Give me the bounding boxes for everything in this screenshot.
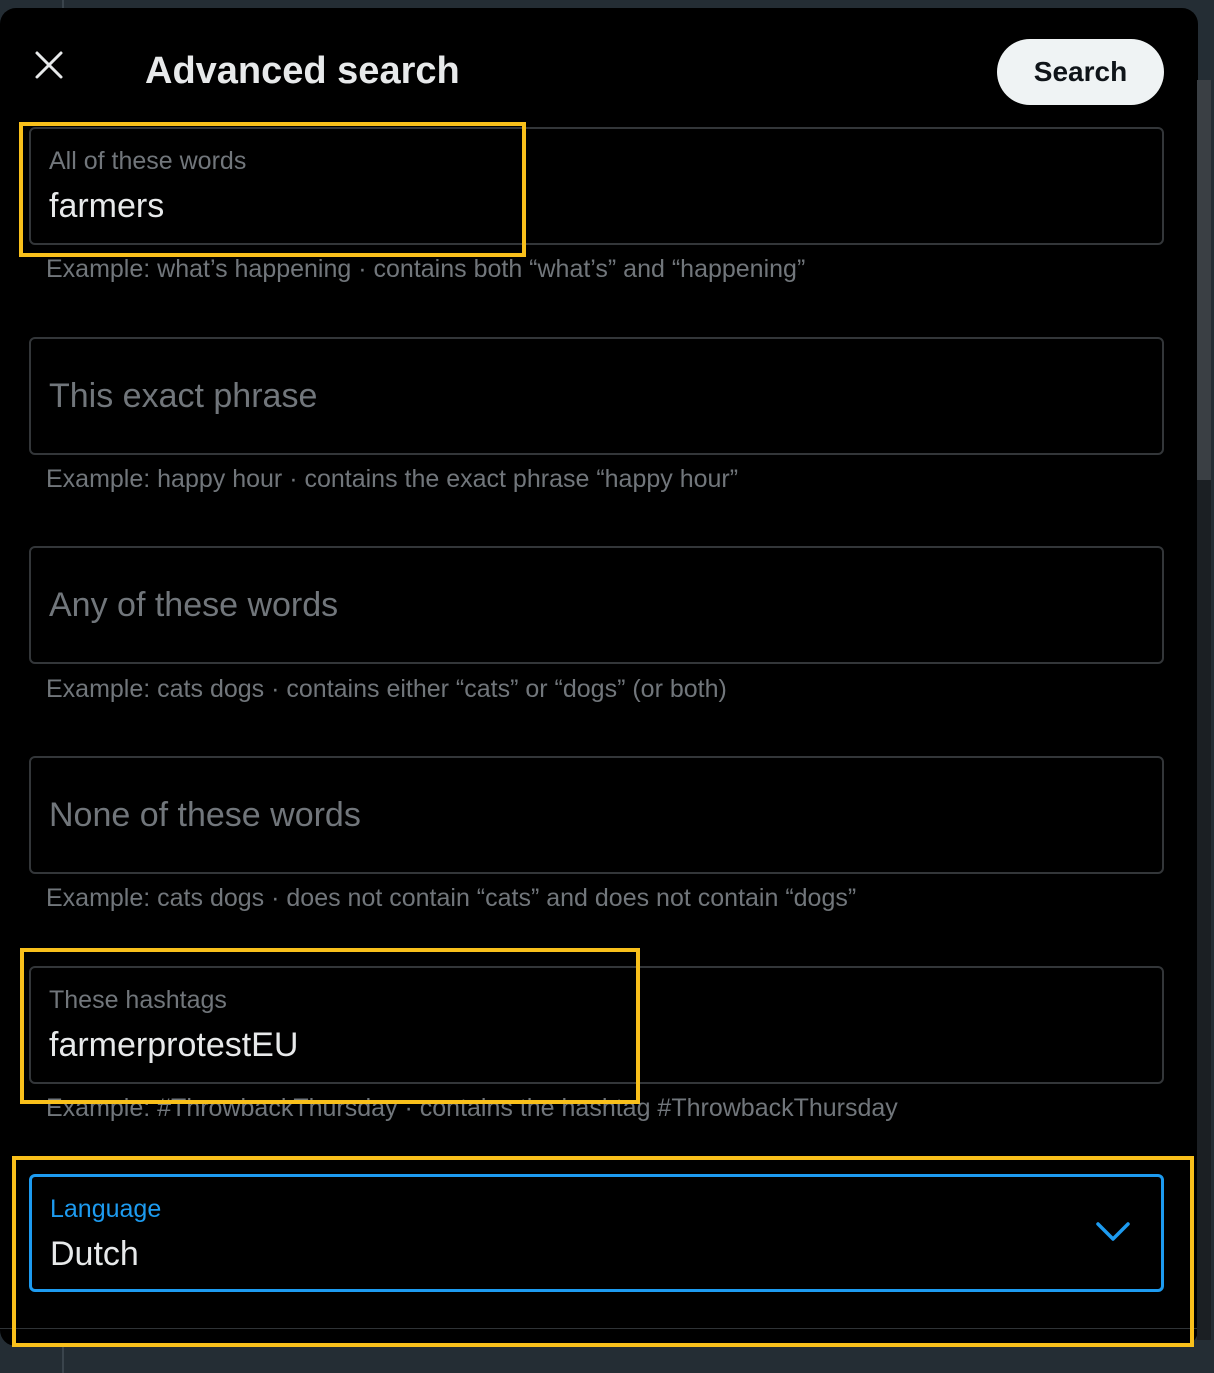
any-words-placeholder: Any of these words: [49, 586, 339, 624]
exact-phrase-placeholder: This exact phrase: [49, 377, 318, 415]
hashtags-field[interactable]: [29, 966, 1164, 1084]
advanced-search-dialog: [0, 8, 1198, 1346]
none-words-hint: Example: cats dogs · does not contain “cats” and does not contain “dogs”: [46, 884, 857, 912]
any-words-field[interactable]: [29, 546, 1164, 664]
close-button[interactable]: [26, 42, 72, 88]
all-words-label: All of these words: [49, 147, 247, 175]
all-words-field[interactable]: [29, 127, 1164, 245]
language-value: Dutch: [50, 1235, 139, 1273]
chevron-down-icon: [1095, 1219, 1131, 1243]
hashtags-hint: Example: #ThrowbackThursday · contains the hashtag #ThrowbackThursday: [46, 1094, 898, 1122]
bottom-divider: [0, 1328, 1198, 1329]
none-words-field[interactable]: [29, 756, 1164, 874]
language-select[interactable]: [29, 1174, 1164, 1292]
close-icon: [34, 50, 64, 80]
dialog-title: Advanced search: [145, 50, 460, 92]
all-words-value[interactable]: farmers: [49, 187, 165, 225]
scroll-thumb[interactable]: [1197, 80, 1211, 480]
hashtags-value[interactable]: farmerprotestEU: [49, 1026, 299, 1064]
hashtags-label: These hashtags: [49, 986, 227, 1014]
scrollbar[interactable]: [1197, 80, 1211, 1340]
search-button[interactable]: Search: [997, 39, 1164, 105]
exact-phrase-hint: Example: happy hour · contains the exact phrase “happy hour”: [46, 465, 739, 493]
language-label: Language: [50, 1195, 162, 1223]
any-words-hint: Example: cats dogs · contains either “cats” or “dogs” (or both): [46, 675, 727, 703]
all-words-hint: Example: what’s happening · contains both “what’s” and “happening”: [46, 255, 806, 283]
none-words-placeholder: None of these words: [49, 796, 361, 834]
exact-phrase-field[interactable]: [29, 337, 1164, 455]
